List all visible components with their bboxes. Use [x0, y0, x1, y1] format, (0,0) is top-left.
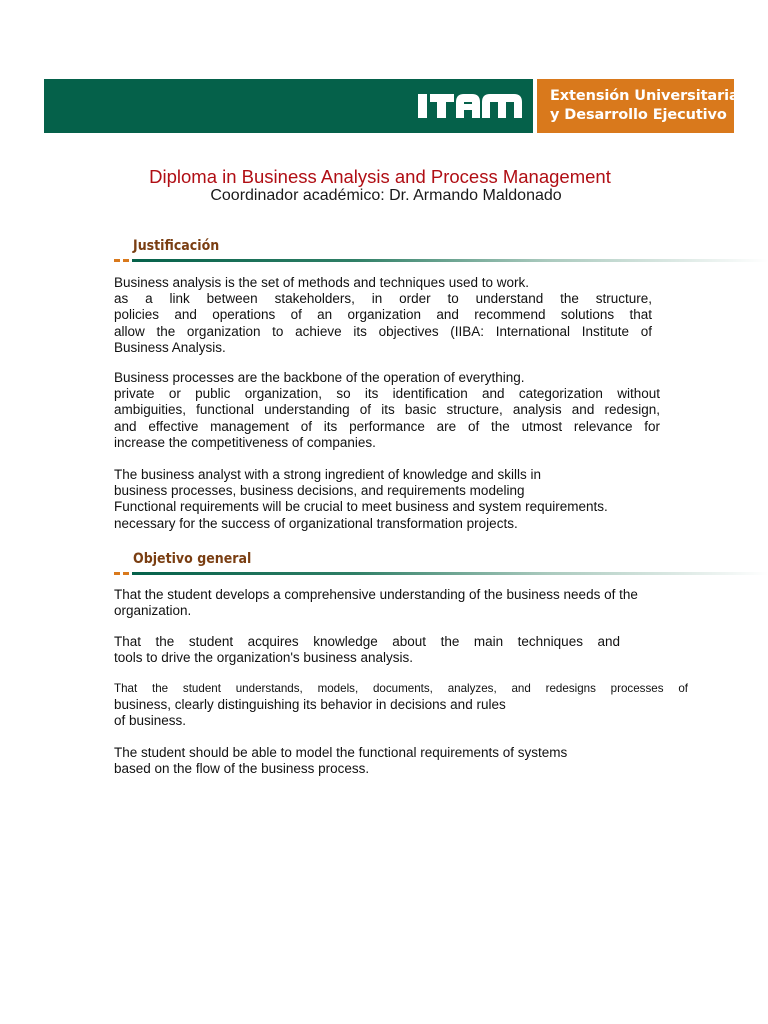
paragraph [114, 745, 624, 777]
diploma-title: Diploma in Business Analysis and Process Management [149, 166, 611, 187]
paragraph [114, 587, 688, 619]
text-line: That the student understands, models, documents, analyzes, and redesigns processes of [114, 682, 688, 695]
text-line: Business processes are the backbone of the operation of everything. [114, 370, 525, 385]
header-banner [44, 79, 739, 133]
text-line: That the student acquires knowledge about the main techniques and [114, 634, 620, 649]
text-line: That the student develops a comprehensive understanding of the business needs of the [114, 587, 638, 602]
paragraph [114, 634, 620, 666]
text-line: organization. [114, 603, 192, 619]
paragraph [114, 681, 688, 730]
text-line: and effective management of its performance are of the utmost relevance for [114, 418, 660, 434]
text-line: Functional requirements will be crucial to meet business and system requirements. [114, 499, 608, 515]
text-line: Business Analysis. [114, 339, 226, 355]
text-line: Business analysis is the set of methods and techniques used to work. [114, 275, 529, 290]
section-rule [132, 259, 768, 262]
text-line: business processes, business decisions, and requirements modeling [114, 483, 525, 499]
text-line: as a link between stakeholders, in order to understand the structure, [114, 291, 652, 307]
section-heading-justificacion [114, 236, 768, 270]
text-line: ambiguities, functional understanding of its basic structure, analysis and redesign, [114, 402, 660, 418]
extension-line-1: Extensión Universitaria [550, 88, 739, 104]
text-line: based on the flow of the business process. [114, 761, 370, 777]
text-line: of business. [114, 713, 187, 729]
section-title: Objetivo general [133, 551, 252, 567]
text-line: necessary for the success of organizational transformation projects. [114, 515, 518, 531]
section-rule [132, 572, 768, 575]
text-line: increase the competitiveness of companies. [114, 434, 376, 450]
text-line: policies and operations of an organization and recommend solutions that [114, 307, 652, 323]
text-line: tools to drive the organization's business analysis. [114, 650, 413, 666]
section-bullet-icon [114, 571, 134, 575]
itam-logo [418, 86, 522, 126]
paragraph [114, 275, 652, 356]
paragraph [114, 370, 660, 451]
section-bullet-icon [114, 258, 134, 262]
section-heading-objetivo [114, 549, 768, 583]
text-line: The student should be able to model the functional requirements of systems [114, 745, 568, 760]
paragraph [114, 467, 674, 532]
extension-label [550, 87, 739, 125]
coordinator-subtitle: Coordinador académico: Dr. Armando Maldonado [210, 187, 562, 204]
text-line: private or public organization, so its identification and categorization without [114, 386, 660, 402]
section-title: Justificación [133, 238, 220, 254]
extension-line-2: y Desarrollo Ejecutivo [550, 107, 727, 123]
text-line: allow the organization to achieve its objectives (IIBA: International Institute of [114, 323, 652, 339]
text-line: The business analyst with a strong ingredient of knowledge and skills in [114, 467, 541, 482]
text-line: business, clearly distinguishing its behavior in decisions and rules [114, 697, 506, 713]
